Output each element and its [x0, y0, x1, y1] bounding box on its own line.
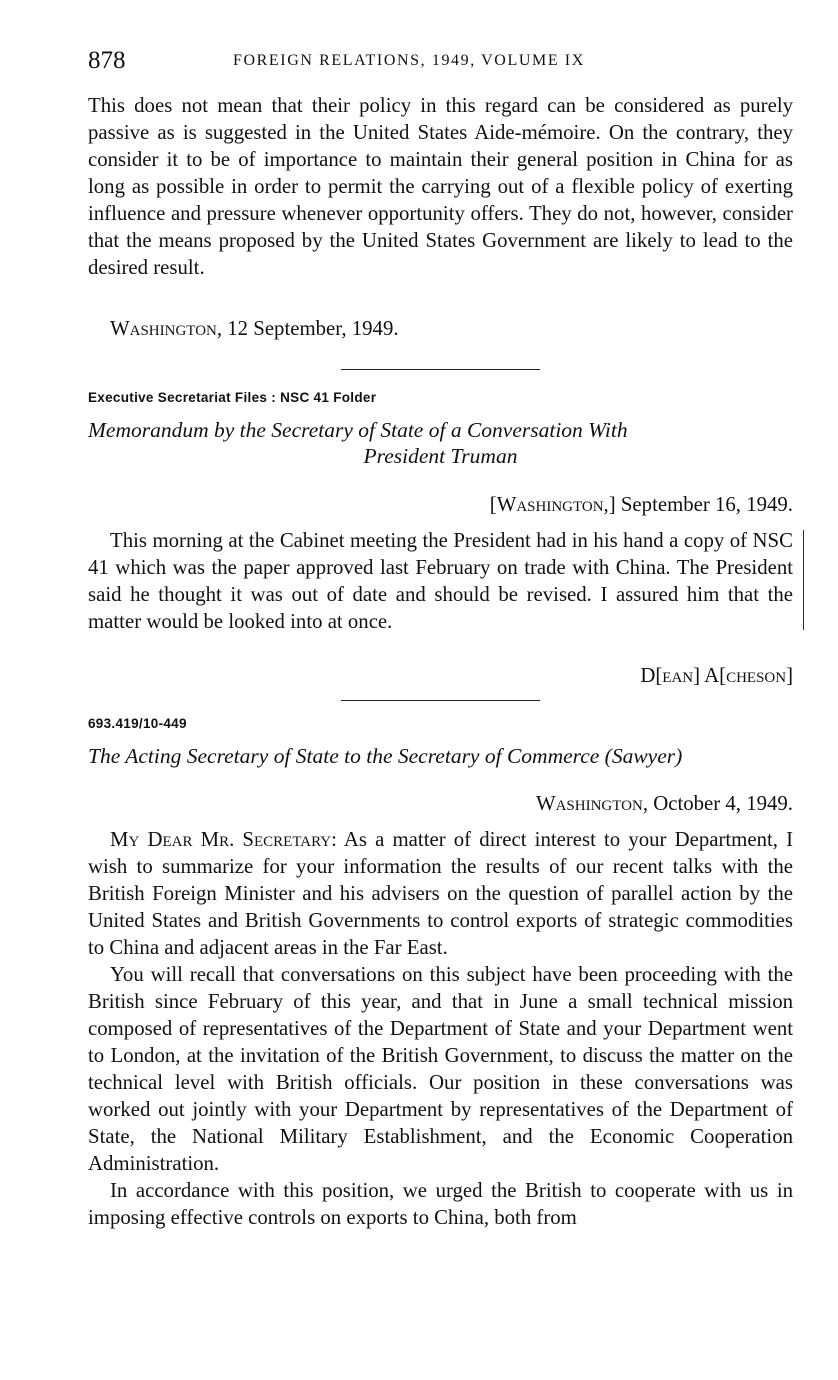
doc-2-file-ref: 693.419/10-449: [88, 716, 187, 731]
sig-d: D: [640, 664, 656, 687]
doc-1-place-close: ,]: [603, 493, 616, 516]
salutation: My Dear Mr. Secretary: [110, 828, 332, 851]
dateline-1: [88, 315, 793, 342]
doc-2-paragraph-1-text: : As a matter of direct interest to your Department, I wish to summarize for your information the results of our recent talks with the British Foreign Minister and his advisers on the question of parallel action by the United States and British Governments to control exports of strategic commodities to China and adjacent areas in the Far East.: [88, 828, 793, 959]
doc-1-body: This morning at the Cabinet meeting the President had in his hand a copy of NSC 41 which was the paper approved last February on trade with China. The President said he thought it was out of date and should be revised. I assured him that the matter would be looked into at once.: [88, 529, 793, 633]
doc-1-place-open: [: [489, 493, 497, 516]
doc-2-paragraph-3: In accordance with this position, we urged the British to cooperate with us in imposing effective controls on exports to China, both from: [88, 1179, 793, 1229]
section-rule-1: [341, 369, 540, 370]
doc-1-title-line-1: Memorandum by the Secretary of State of a Conversation With: [88, 418, 628, 442]
dateline-1-place: Washington: [110, 317, 217, 340]
doc-2-date: , October 4, 1949.: [642, 792, 793, 815]
doc-2-title: The Acting Secretary of State to the Secretary of Commerce (Sawyer): [88, 744, 683, 768]
dateline-1-date: , 12 September, 1949.: [216, 317, 399, 340]
doc-1-date: September 16, 1949.: [615, 493, 793, 516]
intro-paragraph-block: [88, 92, 793, 281]
doc-2-paragraph-1: [88, 826, 793, 961]
doc-1-title-line-2: President Truman: [363, 444, 518, 468]
sig-ean: [ean]: [655, 664, 701, 687]
doc-1-file-ref: Executive Secretariat Files : NSC 41 Folder: [88, 390, 377, 405]
doc-2-place: Washington: [535, 792, 643, 815]
running-head: FOREIGN RELATIONS, 1949, VOLUME IX: [233, 52, 585, 69]
doc-2-letter-body: [88, 826, 793, 1231]
doc-1-signature: [88, 662, 793, 689]
sig-a: A: [700, 664, 720, 687]
margin-mark: [803, 530, 804, 630]
doc-1-body-block: [88, 527, 793, 635]
page-header: [88, 44, 793, 78]
sig-cheson: [cheson]: [719, 664, 793, 687]
page-number: 878: [88, 47, 126, 74]
doc-2-paragraph-2: You will recall that conversations on this subject have been proceeding with the British since February of this year, and that in June a small technical mission composed of representatives of the Department of State and your Department went to London, at the invitation of the British Government, to discuss the matter on the technical level with British officials. Our position in these conversations was worked out jointly with your Department by representatives of the Department of State, the National Military Establishment, and the Economic Cooperation Administration.: [88, 963, 793, 1175]
section-rule-2: [341, 700, 540, 701]
intro-paragraph: This does not mean that their policy in this regard can be considered as purely passive as is suggested in the United States Aide-mémoire. On the contrary, they consider it to be of importance to maintain their general position in China for as long as possible in order to permit the carrying out of a flexible policy of exerting influence and pressure whenever opportunity offers. They do not, however, consider that the means proposed by the United States Government are likely to lead to the desired result.: [88, 94, 793, 279]
doc-1-place: Washington: [496, 493, 604, 516]
doc-2-dateline: [88, 790, 793, 817]
doc-1-dateline: [88, 491, 793, 518]
